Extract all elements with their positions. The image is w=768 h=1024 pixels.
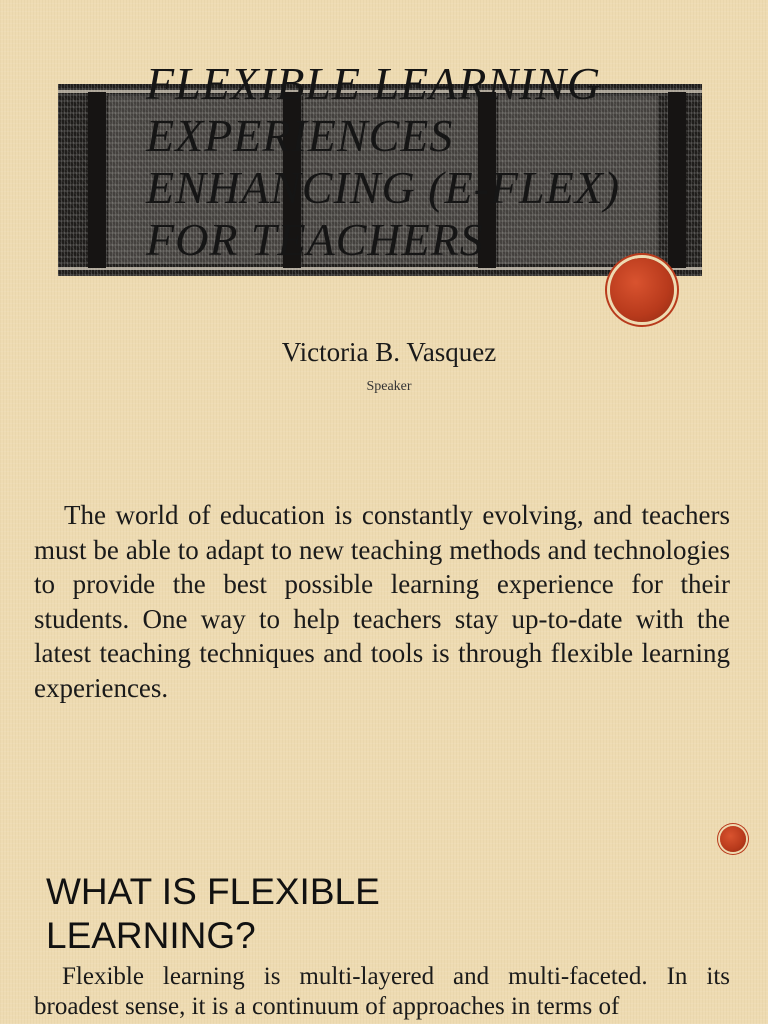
band-column [88, 92, 106, 268]
band-column [668, 92, 686, 268]
accent-circle-icon [720, 826, 746, 852]
definition-slide [0, 810, 768, 1024]
speaker-name: Victoria B. Vasquez [281, 337, 497, 367]
intro-slide [0, 430, 768, 810]
band-bottom-line [58, 267, 702, 270]
speaker-role: Speaker [366, 379, 412, 394]
section-heading: WHAT IS FLEXIBLE LEARNING? [46, 871, 380, 956]
intro-paragraph: The world of education is constantly evolving, and teachers must be able to adapt to new teaching methods and technologies to provide the best possible learning experience for their students. One way to help teachers stay up-to-date with the latest teaching techniques and tools is through flexible learning experiences. [34, 500, 730, 703]
presentation-title: FLEXIBLE LEARNING EXPERIENCES ENHANCING (E-FLEX) FOR TEACHERS [146, 58, 621, 265]
definition-paragraph: Flexible learning is multi-layered and multi-faceted. In its broadest sense, it is a continuum of approaches in terms of [34, 963, 730, 1020]
title-slide [0, 0, 768, 430]
accent-circle-icon [610, 258, 674, 322]
